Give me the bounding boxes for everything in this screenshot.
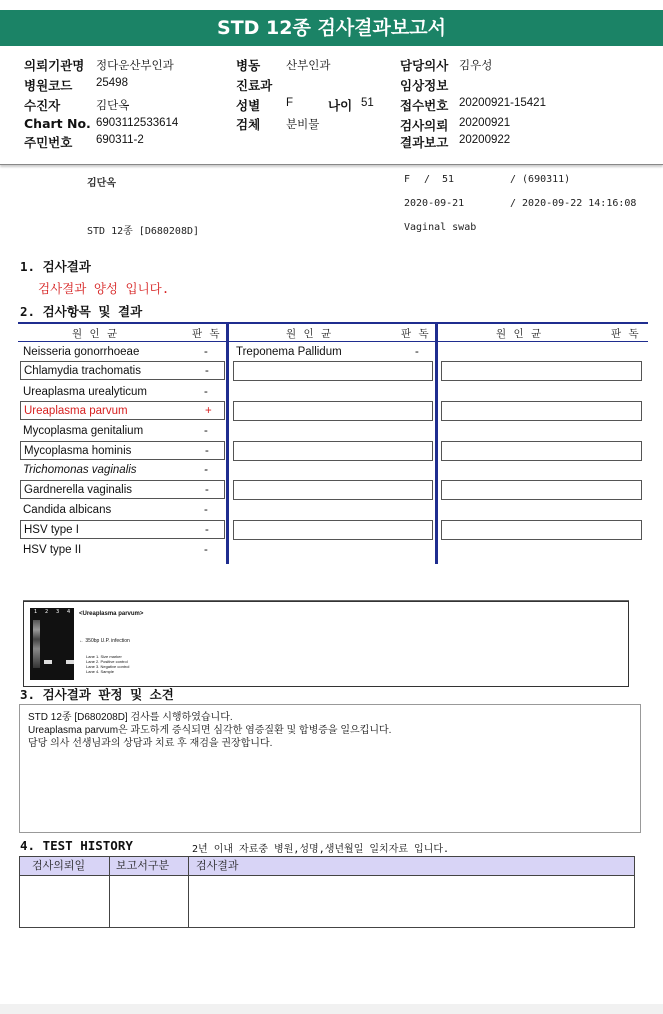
history-divider — [109, 857, 110, 927]
positive-result-message: 검사결과 양성 입니다. — [38, 281, 170, 296]
empty-result-box — [441, 441, 642, 461]
column-divider-1 — [226, 322, 229, 564]
result-row — [20, 480, 225, 499]
summary-sex: F — [404, 174, 411, 185]
summary-age: 51 — [442, 174, 455, 185]
result-row — [20, 441, 225, 460]
pathogen-result: + — [205, 405, 212, 417]
gel-legend-item: Lane 2. Positive control — [86, 659, 128, 664]
empty-result-box — [441, 361, 642, 381]
chart-label: Chart No. — [24, 116, 91, 131]
empty-result-box — [233, 401, 433, 421]
summary-request-date: 2020-09-21 — [404, 198, 465, 209]
receipt-value: 20200921-15421 — [459, 97, 546, 109]
gel-electrophoresis-panel — [23, 601, 629, 687]
report-date-label: 결과보고 — [400, 135, 449, 150]
column-divider-2 — [435, 322, 438, 564]
results-top-rule — [18, 322, 648, 324]
pathogen-result: - — [205, 445, 209, 457]
history-table — [19, 856, 635, 928]
gel-image — [30, 608, 74, 680]
positive-band — [44, 660, 52, 664]
col1-pathogen-header: 원 인 균 — [72, 328, 120, 340]
history-header-row — [20, 857, 634, 876]
result-row — [20, 541, 225, 560]
ward-value: 산부인과 — [286, 60, 331, 72]
pathogen-result: - — [204, 425, 208, 437]
pathogen-name: Candida albicans — [23, 504, 112, 516]
code-value: 25498 — [96, 77, 128, 89]
lane-number: 3 — [56, 609, 60, 615]
history-col-result: 검사결과 — [196, 859, 239, 872]
pathogen-name: HSV type I — [24, 524, 79, 536]
clinical-label: 임상정보 — [400, 78, 449, 93]
specimen-value: 분비물 — [286, 119, 320, 131]
doctor-label: 담당의사 — [400, 58, 449, 73]
lane-number: 2 — [45, 609, 49, 615]
empty-result-box — [441, 480, 642, 500]
result-row-positive — [20, 401, 225, 420]
section4-title: 4. TEST HISTORY — [20, 838, 133, 853]
history-divider — [188, 857, 189, 927]
pathogen-name: Ureaplasma parvum — [24, 405, 128, 417]
patient-value: 김단옥 — [96, 100, 130, 112]
sex-value: F — [286, 97, 294, 109]
result-row — [20, 361, 225, 380]
summary-birth: / (690311) — [510, 174, 571, 185]
pathogen-name: Gardnerella vaginalis — [24, 484, 133, 496]
result-row — [20, 383, 225, 402]
summary-slash: / — [424, 174, 431, 185]
pathogen-result: - — [204, 464, 208, 476]
section1-title: 1. 검사결과 — [20, 259, 91, 274]
empty-result-box — [233, 361, 433, 381]
gel-band-label: ← 350bp U.P. infection — [79, 638, 130, 644]
history-col-request-date: 검사의뢰일 — [32, 859, 86, 872]
result-row — [20, 422, 225, 441]
empty-result-box — [233, 441, 433, 461]
result-row — [20, 343, 225, 362]
lane-number: 1 — [34, 609, 38, 615]
col2-result-header: 판 독 — [401, 328, 431, 340]
pathogen-result: - — [204, 544, 208, 556]
pathogen-name: Treponema Pallidum — [236, 346, 342, 358]
summary-report-datetime: / 2020-09-22 14:16:08 — [510, 198, 637, 209]
summary-name: 김단옥 — [87, 178, 116, 189]
empty-result-box — [441, 401, 642, 421]
sex-label: 성별 — [236, 98, 261, 113]
empty-result-box — [233, 480, 433, 500]
opinion-line: 담당 의사 선생님과의 상담과 치료 후 재검을 권장합니다. — [28, 738, 273, 749]
rrn-value: 690311-2 — [96, 134, 144, 146]
col1-result-header: 판 독 — [192, 328, 222, 340]
empty-result-box — [441, 520, 642, 540]
chart-value: 6903112533614 — [96, 117, 179, 129]
pathogen-result: - — [204, 504, 208, 516]
gel-title: <Ureaplasma parvum> — [79, 611, 144, 617]
pathogen-result: - — [204, 346, 208, 358]
patient-label: 수진자 — [24, 98, 61, 113]
opinion-box — [19, 704, 641, 833]
rrn-label: 주민번호 — [24, 135, 73, 150]
pathogen-name: HSV type II — [23, 544, 82, 556]
col2-pathogen-header: 원 인 균 — [286, 328, 334, 340]
pathogen-name: Neisseria gonorrhoeae — [23, 346, 140, 358]
pathogen-name: Trichomonas vaginalis — [23, 464, 137, 476]
patient-info-header — [0, 48, 663, 165]
pathogen-result: - — [205, 524, 209, 536]
empty-result-box — [233, 520, 433, 540]
pathogen-name: Ureaplasma urealyticum — [23, 386, 147, 398]
result-row — [20, 520, 225, 539]
summary-specimen: Vaginal swab — [404, 222, 477, 233]
section2-title: 2. 검사항목 및 결과 — [20, 304, 143, 319]
pathogen-name: Mycoplasma genitalium — [23, 425, 144, 437]
pathogen-result: - — [205, 484, 209, 496]
ward-label: 병동 — [236, 58, 261, 73]
pathogen-name: Mycoplasma hominis — [24, 445, 132, 457]
gel-legend-item: Lane 1. Size marker — [86, 654, 122, 659]
request-date-value: 20200921 — [459, 117, 511, 129]
gel-legend — [86, 654, 129, 674]
sample-band — [66, 660, 74, 664]
section3-title: 3. 검사결과 판정 및 소견 — [20, 687, 174, 702]
results-header-rule — [18, 341, 648, 342]
pathogen-result: - — [204, 386, 208, 398]
lane-number: 4 — [67, 609, 71, 615]
pathogen-name: Chlamydia trachomatis — [24, 365, 141, 377]
result-row — [20, 461, 225, 480]
summary-test-name: STD 12종 [D680208D] — [87, 226, 200, 237]
marker-lane — [33, 620, 40, 668]
gel-legend-item: Lane 4. Sample — [86, 669, 115, 674]
request-date-label: 검사의뢰 — [400, 118, 449, 133]
col3-result-header: 판 독 — [611, 328, 641, 340]
result-row — [233, 343, 433, 362]
result-row — [20, 501, 225, 520]
hospital-label: 의뢰기관명 — [24, 58, 85, 73]
col3-pathogen-header: 원 인 균 — [496, 328, 544, 340]
history-note: 2년 이내 자료중 병원,성명,생년월일 일치자료 입니다. — [192, 844, 450, 855]
code-label: 병원코드 — [24, 78, 73, 93]
report-title: STD 12종 검사결과보고서 — [0, 10, 663, 46]
opinion-line: STD 12종 [D680208D] 검사를 시행하였습니다. — [28, 712, 233, 723]
doctor-value: 김우성 — [459, 60, 493, 72]
report-date-value: 20200922 — [459, 134, 511, 146]
hospital-value: 정다운산부인과 — [96, 60, 174, 72]
receipt-label: 접수번호 — [400, 98, 449, 113]
pathogen-result: - — [415, 346, 419, 358]
age-label: 나이 — [328, 98, 353, 113]
age-value: 51 — [361, 97, 374, 109]
specimen-label: 검체 — [236, 117, 261, 132]
gel-legend-item: Lane 3. Negative control — [86, 664, 130, 669]
dept-label: 진료과 — [236, 78, 273, 93]
history-col-report-type: 보고서구분 — [116, 859, 170, 872]
pathogen-result: - — [205, 365, 209, 377]
opinion-line: Ureaplasma parvum은 과도하게 증식되면 심각한 염증질환 및 합병증을 일으킵니다. — [28, 725, 392, 736]
